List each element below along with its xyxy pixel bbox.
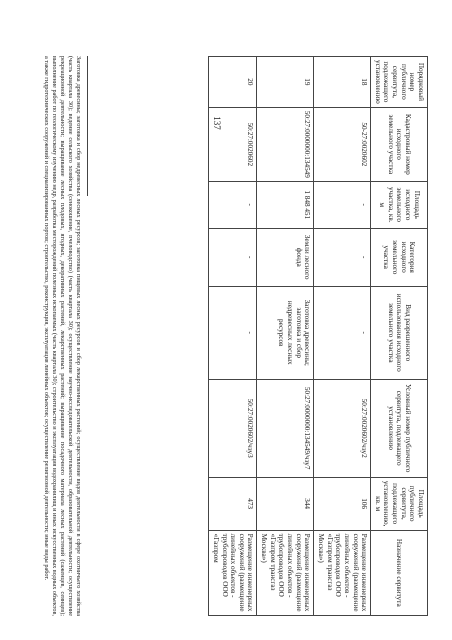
page-number: 137 (211, 116, 222, 130)
header-servitude-purpose: Назначение сервитута (371, 530, 428, 615)
cell-purpose: Размещение инженерных сооружений (размещение линейных объектов - трубопроводов ООО «Газпром трансгаз Москва») (314, 530, 371, 615)
cell-number: 20 (209, 57, 257, 108)
cell-number: 19 (257, 57, 314, 108)
cell-use: Заготовка древесины; заготовка и сбор недревесных лесных ресурсов (257, 286, 314, 379)
header-plot-category: Категория исходного земельного участка (371, 228, 428, 286)
cell-area: - (209, 181, 257, 228)
servitude-table (208, 56, 428, 616)
cell-conditional-number: 50:27:0020602/чзу3 (209, 379, 257, 477)
header-cadastral-number: Кадастровый номер исходного земельного участка (371, 107, 428, 181)
cell-servitude-area: 473 (209, 477, 257, 530)
cell-purpose: Размещение инженерных сооружений (размещение линейных объектов - трубопроводов ООО «Газпром (209, 530, 257, 615)
header-conditional-number: Условный номер публичного сервитута, подлежащего установлению (371, 379, 428, 477)
cell-category: - (314, 228, 371, 286)
table-header-row (371, 57, 428, 616)
cell-servitude-area: 344 (257, 477, 314, 530)
cell-servitude-area: 106 (314, 477, 371, 530)
table-row (209, 57, 257, 616)
header-permitted-use: Вид разрешенного использования исходного земельного участка (371, 286, 428, 379)
cell-use: - (314, 286, 371, 379)
footnote-divider (87, 56, 88, 196)
cell-category: Земли лесного фонда (257, 228, 314, 286)
cell-purpose: Размещение инженерных сооружений (размещение линейных объектов - трубопроводов ООО «Газпром трансгаз Москва») (257, 530, 314, 615)
table-row (314, 57, 371, 616)
table-row (257, 57, 314, 616)
cell-cadastral: 50:27:0000000:134549 (257, 107, 314, 181)
cell-use: - (209, 286, 257, 379)
cell-area: - (314, 181, 371, 228)
cell-cadastral: 50-27:0020602 (314, 107, 371, 181)
cell-category: - (209, 228, 257, 286)
cell-conditional-number: 50:27:0000000:134549/чзу7 (257, 379, 314, 477)
header-servitude-area: Площадь публичного сервитута, подлежащего установлению, кв. м (371, 477, 428, 530)
cell-number: 18 (314, 57, 371, 108)
footnote-text: Заготовка древесины; заготовка и сбор недревесных лесных ресурсов; заготовка пищевых лесных ресурсов и сбор лекарственных растений; осуществление видов деятельности в сфере охотничьего хозяйства (часть квартала 30); ведение сельского хозяйства (сенокошение, пчеловодство) (часть квартала 30); осуществление научно-исследовательской деятельности, образовательной деятельности; осуществление рекреационной деятельности; выращивание лесных плодовых, ягодных, декоративных растений, лекарственных растений; выращивание посадочного материала лесных растений (саженцев, сеянцев); выполнение работ по геологическому изучению недр, разработка месторождений полезных ископаемых (часть квартала 30); строительство и эксплуатация водохранилищ и иных искусственных водных объектов, а также гидротехнических сооружений и специализированных портов; строительство, реконструкция, эксплуатация линейных объектов; осуществление религиозной деятельности; иные виды работ. (43, 56, 82, 616)
header-servitude-number: Порядковый номер публичного сервитута, подлежащего установлению (371, 57, 428, 108)
cell-area: 1 848 451 (257, 181, 314, 228)
cell-cadastral: 50:27:0020602 (209, 107, 257, 181)
header-plot-area: Площадь исходного земельного участка, кв. м (371, 181, 428, 228)
cell-conditional-number: 50:27:0020602/чзу2 (314, 379, 371, 477)
